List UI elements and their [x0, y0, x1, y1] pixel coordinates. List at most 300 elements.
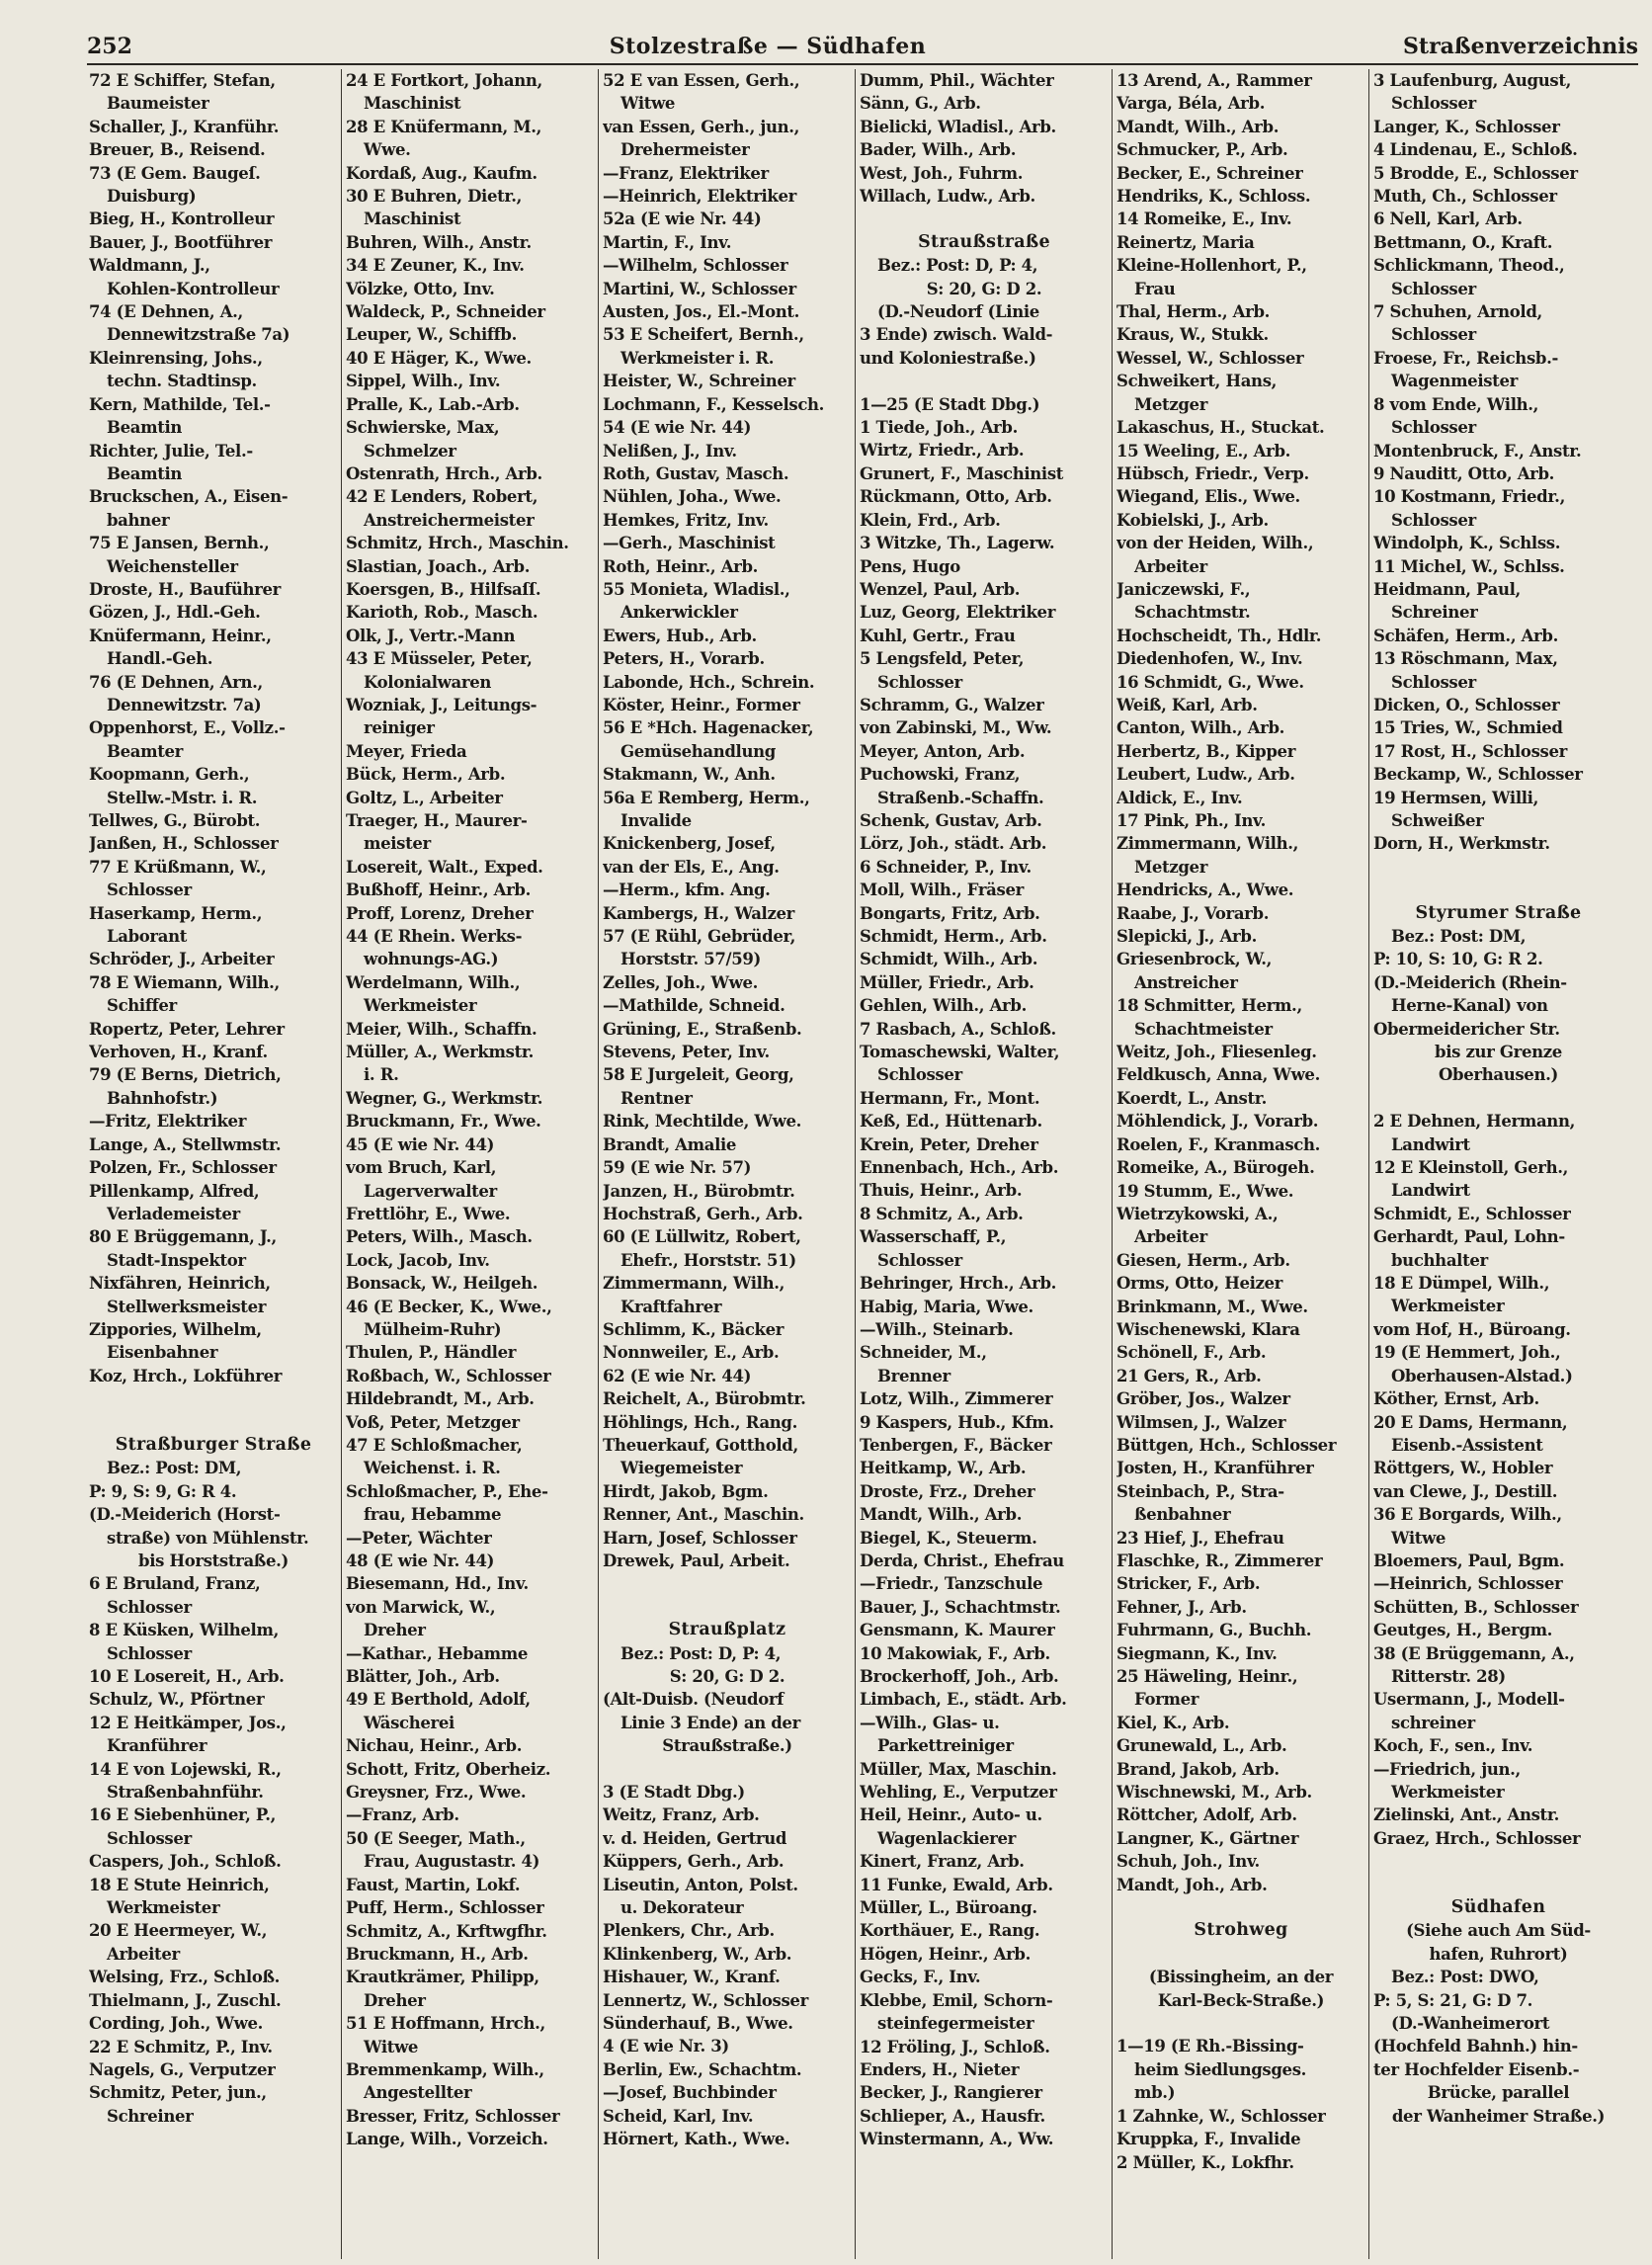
directory-entry: Schiffer	[107, 996, 177, 1016]
directory-entry: Theuerkauf, Gotthold,	[603, 1435, 798, 1455]
directory-entry: Frau, Augustastr. 4)	[364, 1852, 540, 1872]
directory-entry: Schlimm, K., Bäcker	[603, 1319, 785, 1339]
page-header	[87, 30, 1638, 65]
directory-entry: Schachtmeister	[1134, 1019, 1273, 1039]
directory-entry: Roth, Heinr., Arb.	[603, 556, 759, 576]
directory-entry: von der Heiden, Wilh.,	[1116, 534, 1314, 553]
directory-entry: Martin, F., Inv.	[603, 232, 732, 252]
directory-entry: Witwe	[620, 94, 676, 114]
directory-entry: Kern, Mathilde, Tel.-	[89, 394, 271, 414]
directory-entry: Schmitz, Hrch., Maschin.	[346, 534, 569, 553]
directory-entry: Herbertz, B., Kipper	[1116, 741, 1296, 761]
directory-entry: Sünderhauf, B., Wwe.	[603, 2014, 793, 2034]
directory-entry: 5 Lengsfeld, Peter,	[860, 649, 1025, 669]
directory-entry: van Clewe, J., Destill.	[1373, 1481, 1558, 1501]
directory-entry: Lock, Jacob, Inv.	[346, 1250, 490, 1270]
directory-entry: der Wanheimer Straße.)	[1391, 2106, 1606, 2126]
directory-entry: Puff, Herm., Schlosser	[346, 1898, 544, 1918]
directory-entry: Dreher	[364, 1621, 426, 1640]
directory-entry: Gehlen, Wilh., Arb.	[860, 996, 1027, 1016]
directory-entry: Meyer, Frieda	[346, 741, 467, 761]
directory-entry: Stakmann, W., Anh.	[603, 765, 776, 785]
directory-entry: Diedenhofen, W., Inv.	[1116, 649, 1303, 669]
directory-entry: Ritterstr. 28)	[1391, 1666, 1506, 1686]
directory-entry: Krein, Peter, Dreher	[860, 1134, 1038, 1154]
directory-entry: Maschinist	[364, 94, 461, 114]
directory-entry: Schenk, Gustav, Arb.	[860, 810, 1042, 830]
directory-entry: Bez.: Post: D, P: 4,	[877, 256, 1038, 276]
directory-entry: Werkmeister	[364, 996, 477, 1016]
directory-entry: Nühlen, Joha., Wwe.	[603, 487, 782, 507]
directory-entry: Müller, L., Büroang.	[860, 1898, 1037, 1918]
spacer	[1116, 1943, 1365, 1966]
directory-entry: (Alt-Duisb. (Neudorf	[603, 1690, 784, 1710]
directory-entry: Weichenst. i. R.	[364, 1459, 501, 1478]
directory-entry: Schlosser	[107, 1643, 192, 1663]
directory-entry: 52a (E wie Nr. 44)	[603, 210, 762, 229]
directory-entry: Schloßmacher, P., Ehe-	[346, 1481, 548, 1501]
directory-entry: Bieg, H., Kontrolleur	[89, 210, 275, 229]
column-4	[856, 69, 1113, 2259]
directory-entry: Feldkusch, Anna, Wwe.	[1116, 1065, 1320, 1085]
directory-entry: Peters, H., Vorarb.	[603, 649, 765, 669]
directory-entry: Werdelmann, Wilh.,	[346, 972, 521, 992]
directory-entry: Straßenb.-Schaffn.	[877, 788, 1044, 807]
directory-entry: 72 E Schiffer, Stefan,	[89, 71, 276, 90]
directory-entry: Schlosser	[1391, 94, 1476, 114]
directory-entry: Plenkers, Chr., Arb.	[603, 1921, 775, 1941]
directory-entry: Janzen, H., Bürobmtr.	[603, 1181, 795, 1201]
directory-entry: Losereit, Walt., Exped.	[346, 857, 543, 877]
directory-entry: Ankerwickler	[620, 603, 738, 623]
directory-entry: —Heinrich, Elektriker	[603, 187, 796, 207]
directory-entry: S: 20, G: D 2.	[669, 1667, 785, 1686]
directory-entry: Dreher	[364, 1990, 426, 2010]
directory-entry: Bielicki, Wladisl., Arb.	[860, 117, 1056, 136]
directory-entry: Dumm, Phil., Wächter	[860, 71, 1054, 90]
directory-entry: 22 E Schmitz, P., Inv.	[89, 2037, 273, 2056]
directory-entry: bis zur Grenze	[1435, 1043, 1562, 1062]
directory-entry: Schweikert, Hans,	[1116, 372, 1278, 391]
directory-entry: Oberhausen-Alstad.)	[1391, 1366, 1573, 1385]
directory-entry: 13 Röschmann, Max,	[1373, 649, 1558, 669]
directory-entry: 45 (E wie Nr. 44)	[346, 1134, 495, 1154]
directory-entry: Bongarts, Fritz, Arb.	[860, 903, 1040, 923]
directory-entry: vom Bruch, Karl,	[346, 1158, 497, 1178]
directory-entry: Thielmann, J., Zuschl.	[89, 1990, 282, 2010]
directory-entry: Schlosser	[877, 1065, 962, 1085]
directory-entry: vom Hof, H., Büroang.	[1373, 1319, 1571, 1339]
directory-entry: Wiegand, Elis., Wwe.	[1116, 487, 1300, 507]
directory-entry: Karioth, Rob., Masch.	[346, 603, 538, 623]
directory-entry: Verlademeister	[107, 1204, 240, 1223]
directory-entry: Sippel, Wilh., Inv.	[346, 372, 501, 391]
directory-entry: Bahnhofstr.)	[107, 1088, 218, 1108]
directory-entry: Bez.: Post: DWO,	[1391, 1968, 1539, 1987]
directory-entry: Montenbruck, F., Anstr.	[1373, 441, 1582, 461]
directory-entry: Horststr. 57/59)	[620, 950, 761, 969]
directory-entry: Müller, A., Werkmstr.	[346, 1043, 535, 1062]
directory-entry: —Mathilde, Schneid.	[603, 996, 785, 1016]
directory-entry: Bremmenkamp, Wilh.,	[346, 2059, 544, 2079]
directory-entry: Lange, A., Stellwmstr.	[89, 1134, 282, 1154]
directory-entry: straße) von Mühlenstr.	[107, 1528, 309, 1548]
directory-entry: 12 E Kleinstoll, Gerh.,	[1373, 1158, 1569, 1178]
directory-entry: 12 E Heitkämper, Jos.,	[89, 1713, 287, 1732]
directory-entry: 34 E Zeuner, K., Inv.	[346, 256, 525, 276]
directory-entry: Steinbach, P., Stra-	[1116, 1481, 1284, 1501]
directory-entry: Werkmeister	[1391, 1783, 1505, 1803]
directory-entry: Köster, Heinr., Former	[603, 695, 800, 714]
directory-entry: Welsing, Frz., Schloß.	[89, 1968, 281, 1987]
directory-entry: Oberhausen.)	[1439, 1065, 1558, 1085]
directory-entry: Biegel, K., Steuerm.	[860, 1528, 1037, 1548]
directory-entry: Lagerverwalter	[364, 1181, 497, 1201]
directory-entry: techn. Stadtinsp.	[107, 372, 257, 391]
directory-entry: steinfegermeister	[877, 2014, 1034, 2034]
directory-entry: Stadt-Inspektor	[107, 1250, 246, 1270]
directory-entry: Nichau, Heinr., Arb.	[346, 1736, 523, 1756]
directory-entry: 75 E Jansen, Bernh.,	[89, 534, 270, 553]
directory-entry: Rink, Mechtilde, Wwe.	[603, 1112, 802, 1132]
directory-entry: Tomaschewski, Walter,	[860, 1043, 1060, 1062]
directory-entry: Schlosser	[107, 881, 192, 900]
directory-entry: Bußhoff, Heinr., Arb.	[346, 881, 531, 900]
directory-entry: —Peter, Wächter	[346, 1528, 492, 1548]
directory-entry: 59 (E wie Nr. 57)	[603, 1158, 752, 1178]
directory-entry: Karl-Beck-Straße.)	[1157, 1990, 1325, 2010]
directory-entry: (D.-Wanheimerort	[1391, 2014, 1550, 2034]
directory-entry: Dorn, H., Werkmstr.	[1373, 834, 1550, 854]
directory-entry: 30 E Buhren, Dietr.,	[346, 187, 523, 207]
directory-entry: Hendriks, K., Schloss.	[1116, 187, 1311, 207]
directory-entry: Scheid, Karl, Inv.	[603, 2106, 754, 2126]
directory-entry: Luz, Georg, Elektriker	[860, 603, 1056, 623]
directory-entry: Josten, H., Kranführer	[1116, 1459, 1314, 1478]
directory-entry: reiniger	[364, 718, 435, 738]
directory-entry: 62 (E wie Nr. 44)	[603, 1366, 752, 1385]
directory-entry: Keß, Ed., Hüttenarb.	[860, 1112, 1042, 1132]
directory-entry: 53 E Scheifert, Bernh.,	[603, 325, 804, 345]
directory-entry: Kolonialwaren	[364, 672, 492, 692]
directory-entry: Cording, Joh., Wwe.	[89, 2014, 264, 2034]
directory-entry: Koz, Hrch., Lokführer	[89, 1366, 283, 1385]
directory-entry: 46 (E Becker, K., Wwe.,	[346, 1297, 552, 1316]
directory-entry: Klinkenberg, W., Arb.	[603, 1944, 792, 1964]
directory-entry: Büttgen, Hch., Schlosser	[1116, 1435, 1337, 1455]
directory-entry: (Siehe auch Am Süd-	[1406, 1921, 1591, 1941]
directory-entry: van Essen, Gerh., jun.,	[603, 117, 800, 136]
directory-entry: i. R.	[364, 1065, 399, 1085]
directory-entry: Enders, H., Nieter	[860, 2059, 1020, 2079]
directory-entry: —Kathar., Hebamme	[346, 1643, 529, 1663]
directory-entry: (Bissingheim, an der	[1148, 1968, 1334, 1987]
directory-entry: Hildebrandt, M., Arb.	[346, 1389, 535, 1409]
directory-entry: Schweißer	[1391, 811, 1484, 830]
directory-entry: Wasserschaff, P.,	[860, 1227, 1007, 1247]
directory-entry: Verhoven, H., Kranf.	[89, 1043, 268, 1062]
directory-entry: 23 Hief, J., Ehefrau	[1116, 1528, 1284, 1548]
directory-entry: 15 Weeling, E., Arb.	[1116, 441, 1291, 461]
directory-entry: Kordaß, Aug., Kaufm.	[346, 163, 537, 183]
directory-entry: Raabe, J., Vorarb.	[1116, 903, 1270, 923]
directory-entry: Janßen, H., Schlosser	[89, 834, 279, 854]
directory-entry: Gröber, Jos., Walzer	[1116, 1389, 1290, 1409]
directory-entry: 12 Fröling, J., Schloß.	[860, 2037, 1050, 2056]
directory-entry: Windolph, K., Schlss.	[1373, 534, 1561, 553]
directory-entry: 56a E Remberg, Herm.,	[603, 788, 810, 807]
directory-entry: 77 E Krüßmann, W.,	[89, 857, 267, 877]
spacer	[89, 1411, 338, 1434]
directory-entry: Baumeister	[107, 94, 209, 114]
directory-entry: Krautkrämer, Philipp,	[346, 1968, 539, 1987]
directory-entry: Schwierske, Max,	[346, 418, 500, 438]
directory-entry: Schneider, M.,	[860, 1343, 987, 1363]
directory-entry: 1—19 (E Rh.-Bissing-	[1116, 2037, 1304, 2056]
directory-entry: Puchowski, Franz,	[860, 765, 1021, 785]
directory-entry: 10 Makowiak, F., Arb.	[860, 1643, 1050, 1663]
page-number: 252	[87, 34, 132, 59]
spacer	[1373, 879, 1623, 901]
directory-entry: 1 Zahnke, W., Schlosser	[1116, 2106, 1326, 2126]
directory-entry: Behringer, Hrch., Arb.	[860, 1274, 1057, 1294]
directory-entry: 79 (E Berns, Dietrich,	[89, 1065, 282, 1085]
directory-entry: 44 (E Rhein. Werks-	[346, 927, 523, 947]
directory-entry: Varga, Béla, Arb.	[1116, 94, 1266, 114]
directory-entry: Knickenberg, Josef,	[603, 834, 776, 854]
directory-entry: frau, Hebamme	[364, 1505, 502, 1525]
directory-entry: Derda, Christ., Ehefrau	[860, 1551, 1064, 1570]
directory-entry: Brand, Jakob, Arb.	[1116, 1759, 1280, 1779]
directory-entry: 16 Schmidt, G., Wwe.	[1116, 672, 1304, 692]
directory-entry: Slepicki, J., Arb.	[1116, 927, 1257, 947]
directory-entry: Wagenlackierer	[877, 1828, 1017, 1848]
directory-entry: Lakaschus, H., Stuckat.	[1116, 418, 1325, 438]
directory-entry: West, Joh., Fuhrm.	[860, 163, 1024, 183]
directory-entry: Flaschke, R., Zimmerer	[1116, 1552, 1323, 1570]
spacer	[89, 1387, 338, 1410]
directory-entry: Obermeidericher Str.	[1373, 1019, 1560, 1039]
directory-entry: Goltz, L., Arbeiter	[346, 788, 503, 807]
directory-entry: Buhren, Wilh., Anstr.	[346, 232, 532, 252]
directory-entry: Oppenhorst, E., Vollz.-	[89, 718, 286, 738]
directory-entry: u. Dekorateur	[620, 1898, 744, 1918]
directory-entry: Parkettreiniger	[877, 1736, 1014, 1756]
directory-entry: Klebbe, Emil, Schorn-	[860, 1990, 1053, 2010]
street-heading: Styrumer Straße	[1415, 902, 1582, 923]
directory-entry: 19 Stumm, E., Wwe.	[1116, 1181, 1294, 1201]
directory-entry: Arbeiter	[1134, 1227, 1207, 1247]
directory-entry: Ewers, Hub., Arb.	[603, 626, 757, 645]
directory-entry: Roth, Gustav, Masch.	[603, 463, 789, 483]
directory-entry: 11 Michel, W., Schlss.	[1373, 556, 1565, 576]
directory-entry: Bauer, J., Bootführer	[89, 232, 273, 252]
directory-entry: Fehner, J., Arb.	[1116, 1597, 1247, 1617]
directory-entry: 1—25 (E Stadt Dbg.)	[860, 394, 1040, 414]
directory-entry: Schönell, F., Arb.	[1116, 1343, 1267, 1363]
directory-entry: —Wilh., Steinarb.	[860, 1319, 1014, 1339]
directory-entry: 76 (E Dehnen, Arn.,	[89, 672, 263, 692]
directory-entry: 3 Witzke, Th., Lagerw.	[860, 534, 1055, 553]
directory-entry: Gecks, F., Inv.	[860, 1968, 981, 1987]
directory-entry: Bruckschen, A., Eisen-	[89, 487, 289, 507]
directory-entry: Wegner, G., Werkmstr.	[346, 1088, 543, 1108]
directory-entry: Schmidt, Herm., Arb.	[860, 927, 1047, 946]
directory-entry: Landwirt	[1391, 1181, 1470, 1201]
spacer	[603, 1596, 852, 1619]
directory-entry: 58 E Jurgeleit, Georg,	[603, 1065, 794, 1085]
directory-entry: Wessel, W., Schlosser	[1116, 348, 1304, 368]
directory-entry: 6 Nell, Karl, Arb.	[1373, 210, 1523, 229]
directory-entry: 10 Kostmann, Friedr.,	[1373, 487, 1565, 507]
directory-entry: 74 (E Dehnen, A.,	[89, 302, 243, 322]
directory-entry: Limbach, E., städt. Arb.	[860, 1690, 1067, 1710]
directory-entry: Schäfen, Herm., Arb.	[1373, 626, 1558, 645]
directory-entry: Habig, Maria, Wwe.	[860, 1297, 1033, 1316]
directory-entry: Mandt, Wilh., Arb.	[1116, 117, 1280, 136]
directory-entry: Heitkamp, W., Arb.	[860, 1459, 1027, 1478]
directory-entry: Wietrzykowski, A.,	[1116, 1204, 1279, 1223]
directory-entry: Hochscheidt, Th., Hdlr.	[1116, 626, 1322, 645]
directory-entry: Invalide	[620, 811, 692, 830]
directory-entry: 28 E Knüfermann, M.,	[346, 117, 542, 136]
directory-entry: Heister, W., Schreiner	[603, 372, 795, 391]
directory-entry: meister	[364, 834, 431, 854]
directory-entry: 43 E Müsseler, Peter,	[346, 649, 533, 669]
directory-entry: Schmelzer	[364, 441, 456, 461]
column-1	[85, 69, 342, 2259]
directory-entry: Hirdt, Jakob, Bgm.	[603, 1481, 769, 1501]
directory-entry: —Heinrich, Schlosser	[1373, 1574, 1563, 1594]
directory-entry: Breuer, B., Reisend.	[89, 140, 266, 160]
directory-entry: Anstreichermeister	[364, 510, 535, 530]
directory-entry: Schmidt, E., Schlosser	[1373, 1204, 1571, 1223]
directory-entry: Traeger, H., Maurer-	[346, 811, 528, 830]
directory-entry: Schlieper, A., Hausfr.	[860, 2106, 1045, 2126]
directory-entry: Meyer, Anton, Arb.	[860, 741, 1026, 761]
directory-entry: Schreiner	[1391, 603, 1478, 623]
directory-entry: Hendricks, A., Wwe.	[1116, 881, 1294, 900]
page-title: Stolzestraße — Südhafen	[609, 34, 927, 59]
directory-entry: 20 E Dams, Hermann,	[1373, 1412, 1568, 1432]
directory-entry: Dicken, O., Schlosser	[1373, 695, 1560, 714]
directory-entry: Bresser, Fritz, Schlosser	[346, 2106, 560, 2126]
directory-entry: Orms, Otto, Heizer	[1116, 1274, 1283, 1294]
directory-entry: Graez, Hrch., Schlosser	[1373, 1828, 1581, 1848]
directory-entry: Grüning, E., Straßenb.	[603, 1019, 802, 1039]
directory-entry: Liseutin, Anton, Polst.	[603, 1875, 798, 1894]
directory-entry: Heidmann, Paul,	[1373, 579, 1521, 599]
directory-entry: Beamtin	[107, 463, 183, 483]
directory-entry: 49 E Berthold, Adolf,	[346, 1690, 531, 1710]
directory-entry: Langer, K., Schlosser	[1373, 117, 1560, 136]
directory-entry: Bloemers, Paul, Bgm.	[1373, 1551, 1565, 1570]
directory-entry: 3 (E Stadt Dbg.)	[603, 1783, 745, 1803]
directory-entry: Bauer, J., Schachtmstr.	[860, 1597, 1061, 1617]
directory-entry: (D.-Neudorf (Linie	[877, 302, 1039, 322]
directory-entry: 9 Nauditt, Otto, Arb.	[1373, 463, 1555, 483]
directory-entry: Stellw.-Mstr. i. R.	[107, 788, 258, 807]
directory-entry: —Wilhelm, Schlosser	[603, 256, 788, 276]
directory-entry: —Franz, Arb.	[346, 1805, 459, 1825]
directory-entry: Stevens, Peter, Inv.	[603, 1043, 770, 1062]
directory-entry: Reichelt, A., Bürobmtr.	[603, 1389, 806, 1409]
directory-entry: 3 Ende) zwisch. Wald-	[860, 325, 1053, 345]
directory-entry: Schmucker, P., Arb.	[1116, 140, 1288, 160]
directory-entry: 18 Schmitter, Herm.,	[1116, 996, 1302, 1016]
directory-entry: Bruckmann, Fr., Wwe.	[346, 1112, 541, 1132]
directory-entry: Brandt, Amalie	[603, 1134, 737, 1154]
directory-entry: Arbeiter	[1134, 556, 1207, 576]
directory-entry: (D.-Meiderich (Rhein-	[1373, 972, 1567, 992]
directory-entry: 52 E van Essen, Gerh.,	[603, 71, 800, 90]
directory-entry: 51 E Hoffmann, Hrch.,	[346, 2014, 545, 2034]
directory-entry: Giesen, Herm., Arb.	[1116, 1250, 1290, 1270]
directory-entry: —Herm., kfm. Ang.	[603, 881, 771, 900]
directory-entry: Schlosser	[1391, 672, 1476, 692]
directory-entry: (Hochfeld Bahnh.) hin-	[1373, 2037, 1578, 2056]
directory-entry: Laborant	[107, 927, 188, 947]
directory-entry: —Gerh., Maschinist	[603, 534, 776, 553]
directory-entry: Gemüsehandlung	[620, 741, 776, 761]
directory-entry: Landwirt	[1391, 1134, 1470, 1154]
directory-entry: 3 Laufenburg, August,	[1373, 71, 1571, 90]
street-heading: Strohweg	[1194, 1920, 1288, 1941]
directory-entry: Schmitz, Peter, jun.,	[89, 2083, 267, 2103]
directory-entry: —Josef, Buchbinder	[603, 2083, 777, 2103]
directory-entry: Röttcher, Adolf, Arb.	[1116, 1805, 1297, 1825]
directory-entry: Aldick, E., Inv.	[1116, 788, 1243, 807]
spacer	[1116, 2012, 1365, 2035]
directory-entry: Sänn, G., Arb.	[860, 94, 981, 114]
directory-entry: Weichensteller	[107, 556, 238, 576]
directory-entry: Slastian, Joach., Arb.	[346, 556, 531, 576]
directory-entry: Lotz, Wilh., Zimmerer	[860, 1389, 1053, 1409]
directory-entry: Handl.-Geh.	[107, 649, 213, 669]
directory-entry: —Franz, Elektriker	[603, 163, 769, 183]
directory-entry: heim Siedlungsges.	[1134, 2059, 1307, 2079]
directory-entry: Straßenbahnführ.	[107, 1783, 264, 1803]
directory-entry: Martini, W., Schlosser	[603, 279, 796, 298]
directory-entry: 80 E Brüggemann, J.,	[89, 1227, 277, 1247]
directory-entry: Schlosser	[877, 1250, 962, 1270]
directory-entry: Pens, Hugo	[860, 556, 960, 576]
directory-entry: Witwe	[364, 2037, 419, 2056]
directory-entry: 21 Gers, R., Arb.	[1116, 1366, 1262, 1385]
directory-entry: Nonnweiler, E., Arb.	[603, 1343, 780, 1363]
directory-entry: Werkmeister i. R.	[620, 348, 775, 368]
directory-entry: Schlosser	[107, 1828, 192, 1848]
directory-entry: Austen, Jos., El.-Mont.	[603, 302, 800, 322]
directory-entry: Kiel, K., Arb.	[1116, 1713, 1230, 1732]
directory-entry: Moll, Wilh., Fräser	[860, 881, 1024, 900]
directory-entry: Linie 3 Ende) an der	[620, 1713, 800, 1732]
directory-entry: Kraus, W., Stukk.	[1116, 325, 1269, 345]
directory-entry: Nixfähren, Heinrich,	[89, 1274, 271, 1294]
directory-entry: 18 E Stute Heinrich,	[89, 1875, 270, 1894]
directory-entry: Rentner	[620, 1088, 693, 1108]
directory-entry: Kambergs, H., Walzer	[603, 903, 794, 923]
directory-entry: Bonsack, W., Heilgeh.	[346, 1274, 538, 1294]
directory-entry: Mandt, Wilh., Arb.	[860, 1505, 1023, 1525]
directory-entry: Wäscherei	[364, 1713, 454, 1732]
directory-entry: Waldeck, P., Schneider	[346, 302, 545, 322]
directory-entry: 2 E Dehnen, Hermann,	[1373, 1112, 1575, 1132]
directory-entry: Harn, Josef, Schlosser	[603, 1528, 797, 1548]
spacer	[1373, 1874, 1623, 1896]
directory-entry: Usermann, J., Modell-	[1373, 1690, 1565, 1710]
directory-entry: Kleinrensing, Johs.,	[89, 348, 263, 368]
